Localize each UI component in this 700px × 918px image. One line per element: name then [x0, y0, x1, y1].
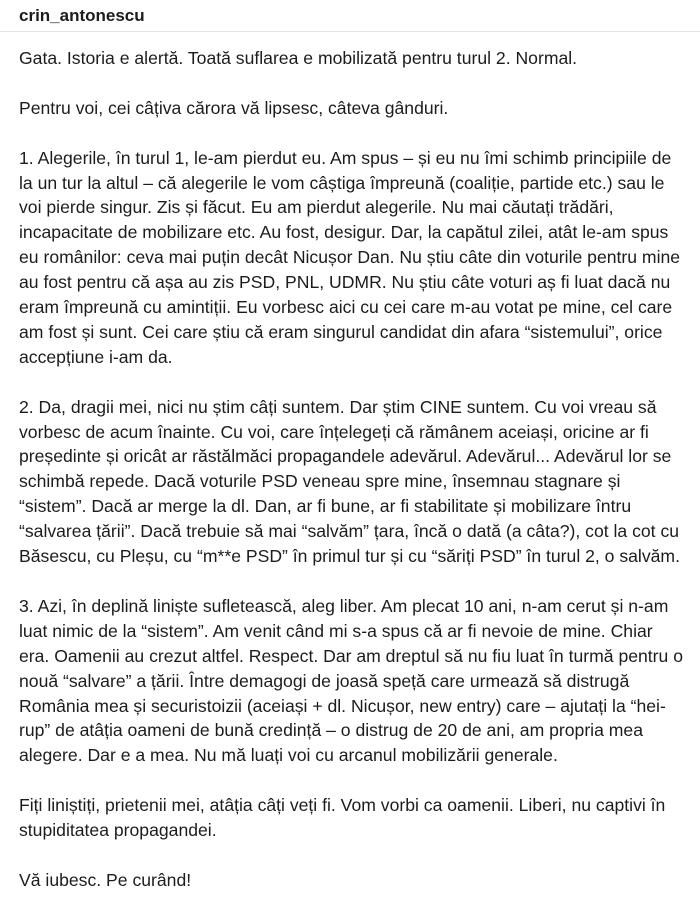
post-paragraph-5: 3. Azi, în deplină liniște sufletească, aleg liber. Am plecat 10 ani, n-am cerut și n-am luat nimic de la “sistem”. Am venit când mi s-a spus că ar fi nevoie de mine. Chiar era. Oamenii au crezut altfel. Respect. Dar am dreptul să nu fiu luat în turmă pentru o nouă “salvare” a țării. Între demagogi de joasă speță care urmează să distrugă România mea și securistoizii (aceiași + dl. Nicușor, new entry) care – ajutați la “hei-rup” de atâția oameni de bună credință – o distrug de 20 de ani, am propria mea alegere. Dar e a mea. Nu mă luați voi cu arcanul mobilizării generale. [19, 595, 684, 766]
post-body [19, 46, 687, 893]
post-paragraph-7: Vă iubesc. Pe curând! [19, 869, 192, 890]
header-divider [0, 31, 700, 32]
post-paragraph-4: 2. Da, dragii mei, nici nu știm câți suntem. Dar știm CINE suntem. Cu voi vreau să vorbesc de acum înainte. Cu voi, care înțelegeți că rămânem aceiași, oricine ar fi președinte și oricât ar răstălmăci propagandele adevărul. Adevărul... Adevărul lor se schimbă repede. Dacă voturile PSD veneau spre mine, însemnau stagnare și “sistem”. Dacă ar merge la dl. Dan, ar fi bune, ar fi stabilitate și mobilizare întru “salvarea țării”. Dacă trebuie să mai “salvăm” țara, încă o dată (a câta?), cot la cot cu Băsescu, cu Pleșu, cu “m**e PSD” în primul tur și cu “săriți PSD” în turul 2, o salvăm. [19, 396, 680, 567]
post-paragraph-6: Fiți liniștiți, prietenii mei, atâția câți veți fi. Vom vorbi ca oamenii. Liberi, nu captivi în stupiditatea propagandei. [19, 795, 666, 841]
post-paragraph-2: Pentru voi, cei câțiva cărora vă lipsesc, câteva gânduri. [19, 97, 449, 118]
post-paragraph-3: 1. Alegerile, în turul 1, le-am pierdut eu. Am spus – și eu nu îmi schimb principiile de la un tur la altul – că alegerile le vom câștiga împreună (coaliție, partide etc.) sau le voi pierde singur. Zis și făcut. Eu am pierdut alegerile. Nu mai căutați trădări, incapacitate de mobilizare etc. Au fost, desigur. Dar, la capătul zilei, atât le-am spus eu românilor: ceva mai puțin decât Nicușor Dan. Nu știu câte din voturile pentru mine au fost pentru că așa au zis PSD, PNL, UDMR. Nu știu câte voturi aș fi luat dacă nu eram împreună cu amintiții. Eu vorbesc aici cu cei care m-au votat pe mine, cel care am fost și sunt. Cei care știu că eram singurul candidat din afara “sistemului”, orice accepțiune i-am da. [19, 147, 681, 367]
post-paragraph-1: Gata. Istoria e alertă. Toată suflarea e mobilizată pentru turul 2. Normal. [19, 48, 578, 68]
post [19, 0, 687, 918]
post-author-username[interactable]: crin_antonescu [19, 6, 145, 25]
